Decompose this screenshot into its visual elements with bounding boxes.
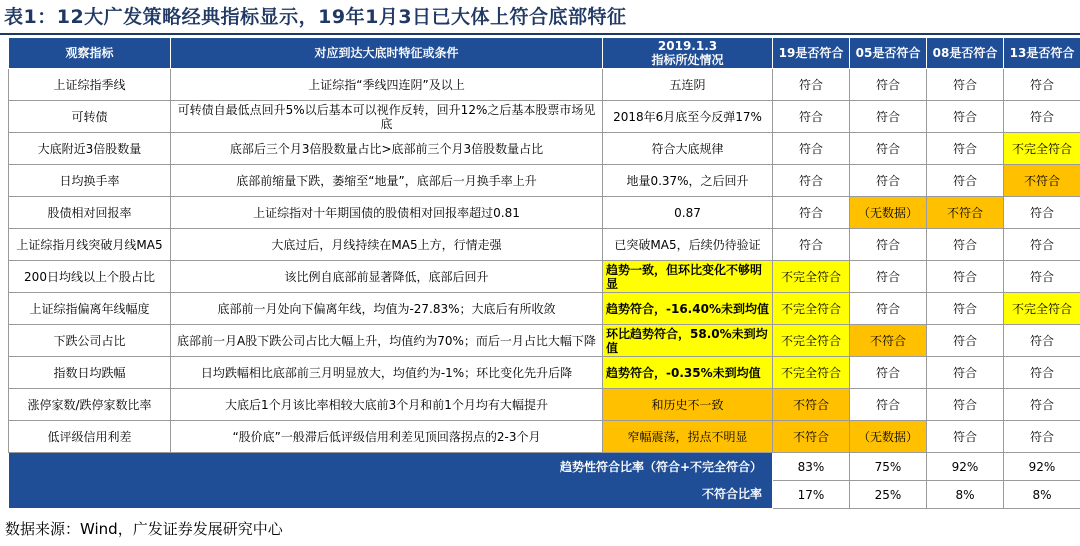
cell-05: 符合 bbox=[850, 69, 927, 101]
cell-indicator: 可转债 bbox=[9, 101, 171, 133]
cell-condition: 大底后1个月该比率相较大底前3个月和前1个月均有大幅提升 bbox=[171, 389, 603, 421]
cell-05: 符合 bbox=[850, 293, 927, 325]
cell-05: 符合 bbox=[850, 357, 927, 389]
cell-08: 符合 bbox=[927, 133, 1004, 165]
cell-status: 窄幅震荡，拐点不明显 bbox=[603, 421, 773, 453]
table-row bbox=[9, 389, 1080, 421]
summary-08: 92% bbox=[927, 453, 1004, 481]
cell-indicator: 下跌公司占比 bbox=[9, 325, 171, 357]
cell-indicator: 上证综指月线突破月线MA5 bbox=[9, 229, 171, 261]
table-row bbox=[9, 69, 1080, 101]
cell-05: 符合 bbox=[850, 133, 927, 165]
header-row bbox=[9, 38, 1080, 69]
cell-08: 符合 bbox=[927, 69, 1004, 101]
header-status-label: 指标所处情况 bbox=[651, 53, 724, 67]
cell-indicator: 大底附近3倍股数量 bbox=[9, 133, 171, 165]
cell-indicator: 股债相对回报率 bbox=[9, 197, 171, 229]
cell-08: 符合 bbox=[927, 293, 1004, 325]
title-divider bbox=[0, 33, 1080, 35]
header-19: 19是否符合 bbox=[773, 38, 850, 69]
cell-status: 趋势符合，-0.35%未到均值 bbox=[603, 357, 773, 389]
cell-13: 符合 bbox=[1004, 325, 1080, 357]
cell-13: 不完全符合 bbox=[1004, 293, 1080, 325]
cell-indicator: 日均换手率 bbox=[9, 165, 171, 197]
indicator-table bbox=[8, 37, 1080, 509]
cell-13: 符合 bbox=[1004, 69, 1080, 101]
cell-13: 不符合 bbox=[1004, 165, 1080, 197]
table-row bbox=[9, 197, 1080, 229]
cell-condition: 可转债自最低点回升5%以后基本可以视作反转，回升12%之后基本股票市场见底 bbox=[171, 101, 603, 133]
cell-19: 符合 bbox=[773, 165, 850, 197]
cell-19: 不完全符合 bbox=[773, 293, 850, 325]
table-row bbox=[9, 165, 1080, 197]
header-13: 13是否符合 bbox=[1004, 38, 1080, 69]
cell-08: 符合 bbox=[927, 101, 1004, 133]
header-indicator: 观察指标 bbox=[9, 38, 171, 69]
summary-08: 8% bbox=[927, 481, 1004, 509]
summary-19: 83% bbox=[773, 453, 850, 481]
cell-13: 符合 bbox=[1004, 229, 1080, 261]
cell-status: 和历史不一致 bbox=[603, 389, 773, 421]
summary-05: 25% bbox=[850, 481, 927, 509]
header-status bbox=[603, 38, 773, 69]
table-row bbox=[9, 133, 1080, 165]
cell-05: （无数据） bbox=[850, 421, 927, 453]
cell-indicator: 低评级信用利差 bbox=[9, 421, 171, 453]
cell-08: 符合 bbox=[927, 325, 1004, 357]
cell-indicator: 涨停家数/跌停家数比率 bbox=[9, 389, 171, 421]
cell-condition: “股价底”一般滞后低评级信用利差见顶回落拐点的2-3个月 bbox=[171, 421, 603, 453]
cell-indicator: 200日均线以上个股占比 bbox=[9, 261, 171, 293]
cell-19: 符合 bbox=[773, 69, 850, 101]
cell-19: 符合 bbox=[773, 229, 850, 261]
cell-19: 不符合 bbox=[773, 389, 850, 421]
header-status-date: 2019.1.3 bbox=[657, 39, 718, 53]
cell-08: 符合 bbox=[927, 421, 1004, 453]
table-row bbox=[9, 229, 1080, 261]
cell-condition: 底部后三个月3倍股数量占比>底部前三个月3倍股数量占比 bbox=[171, 133, 603, 165]
cell-condition: 底部前缩量下跌，萎缩至“地量”，底部后一月换手率上升 bbox=[171, 165, 603, 197]
cell-status: 环比趋势符合，58.0%未到均值 bbox=[603, 325, 773, 357]
cell-19: 不完全符合 bbox=[773, 261, 850, 293]
cell-05: 不符合 bbox=[850, 325, 927, 357]
table-row bbox=[9, 101, 1080, 133]
summary-label-trend: 趋势性符合比率（符合+不完全符合） bbox=[559, 459, 762, 474]
cell-19: 符合 bbox=[773, 101, 850, 133]
cell-05: 符合 bbox=[850, 229, 927, 261]
cell-19: 不完全符合 bbox=[773, 325, 850, 357]
cell-05: 符合 bbox=[850, 101, 927, 133]
header-05: 05是否符合 bbox=[850, 38, 927, 69]
cell-19: 符合 bbox=[773, 197, 850, 229]
cell-status: 趋势一致，但环比变化不够明显 bbox=[603, 261, 773, 293]
cell-08: 不符合 bbox=[927, 197, 1004, 229]
cell-condition: 上证综指对十年期国债的股债相对回报率超过0.81 bbox=[171, 197, 603, 229]
table-title: 表1：12大广发策略经典指标显示，19年1月3日已大体上符合底部特征 bbox=[4, 6, 627, 28]
cell-status: 0.87 bbox=[603, 197, 773, 229]
cell-05: （无数据） bbox=[850, 197, 927, 229]
cell-indicator: 上证综指季线 bbox=[9, 69, 171, 101]
cell-19: 符合 bbox=[773, 133, 850, 165]
summary-label-miss: 不符合比率 bbox=[701, 486, 762, 501]
cell-status: 五连阴 bbox=[603, 69, 773, 101]
cell-19: 不符合 bbox=[773, 421, 850, 453]
cell-condition: 上证综指“季线四连阴”及以上 bbox=[171, 69, 603, 101]
cell-13: 符合 bbox=[1004, 389, 1080, 421]
cell-13: 符合 bbox=[1004, 261, 1080, 293]
cell-05: 符合 bbox=[850, 389, 927, 421]
table-row bbox=[9, 293, 1080, 325]
cell-08: 符合 bbox=[927, 389, 1004, 421]
cell-13: 符合 bbox=[1004, 101, 1080, 133]
cell-indicator: 上证综指偏离年线幅度 bbox=[9, 293, 171, 325]
cell-condition: 大底过后，月线持续在MA5上方，行情走强 bbox=[171, 229, 603, 261]
cell-condition: 底部前一月A股下跌公司占比大幅上升，均值约为70%；而后一月占比大幅下降 bbox=[171, 325, 603, 357]
cell-status: 2018年6月底至今反弹17% bbox=[603, 101, 773, 133]
summary-19: 17% bbox=[773, 481, 850, 509]
cell-indicator: 指数日均跌幅 bbox=[9, 357, 171, 389]
cell-13: 符合 bbox=[1004, 421, 1080, 453]
cell-status: 已突破MA5，后续仍待验证 bbox=[603, 229, 773, 261]
cell-08: 符合 bbox=[927, 357, 1004, 389]
table-row bbox=[9, 261, 1080, 293]
data-source-note: 数据来源：Wind，广发证券发展研究中心 bbox=[5, 520, 283, 538]
summary-05: 75% bbox=[850, 453, 927, 481]
summary-13: 92% bbox=[1004, 453, 1080, 481]
cell-08: 符合 bbox=[927, 229, 1004, 261]
header-08: 08是否符合 bbox=[927, 38, 1004, 69]
cell-status: 趋势符合，-16.40%未到均值 bbox=[603, 293, 773, 325]
cell-05: 符合 bbox=[850, 165, 927, 197]
cell-condition: 底部前一月处向下偏离年线，均值为-27.83%；大底后有所收敛 bbox=[171, 293, 603, 325]
summary-row bbox=[9, 453, 1080, 481]
cell-05: 符合 bbox=[850, 261, 927, 293]
table-row bbox=[9, 325, 1080, 357]
cell-status: 地量0.37%，之后回升 bbox=[603, 165, 773, 197]
cell-condition: 该比例自底部前显著降低，底部后回升 bbox=[171, 261, 603, 293]
header-condition: 对应到达大底时特征或条件 bbox=[171, 38, 603, 69]
cell-13: 符合 bbox=[1004, 197, 1080, 229]
cell-19: 不完全符合 bbox=[773, 357, 850, 389]
table-row bbox=[9, 421, 1080, 453]
cell-condition: 日均跌幅相比底部前三月明显放大，均值约为-1%；环比变化先升后降 bbox=[171, 357, 603, 389]
table-row bbox=[9, 357, 1080, 389]
cell-08: 符合 bbox=[927, 165, 1004, 197]
cell-status: 符合大底规律 bbox=[603, 133, 773, 165]
summary-label-block bbox=[9, 453, 773, 509]
cell-13: 不完全符合 bbox=[1004, 133, 1080, 165]
cell-13: 符合 bbox=[1004, 357, 1080, 389]
cell-08: 符合 bbox=[927, 261, 1004, 293]
summary-13: 8% bbox=[1004, 481, 1080, 509]
